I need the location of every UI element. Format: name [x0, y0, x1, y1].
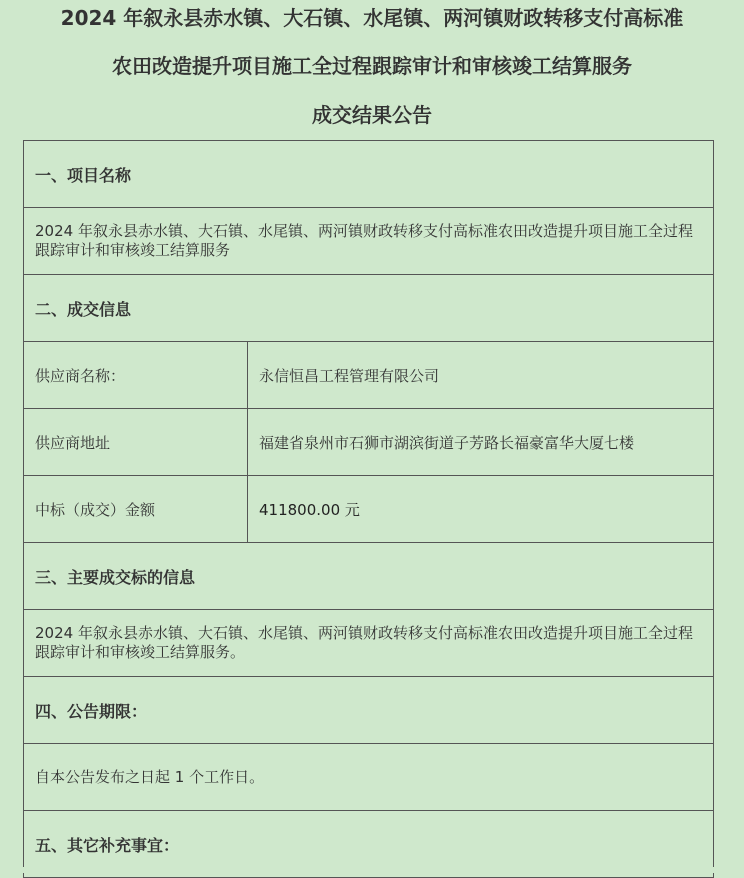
section-main-subject-heading — [24, 543, 714, 610]
section-heading: 四、公告期限： — [24, 677, 714, 744]
title-line-3: 成交结果公告 — [312, 103, 432, 127]
deal-amount-row — [24, 476, 714, 543]
section-notice-period-heading — [24, 677, 714, 744]
supplier-name-row — [24, 342, 714, 409]
section-deal-info-heading — [24, 275, 714, 342]
section-project-name-content — [24, 208, 714, 275]
supplier-address-label: 供应商地址 — [24, 409, 248, 476]
title-line-1: 2024 年叙永县赤水镇、大石镇、水尾镇、两河镇财政转移支付高标准 — [60, 6, 684, 30]
deal-amount-value: 411800.00 元 — [248, 476, 714, 543]
title-line-2: 农田改造提升项目施工全过程跟踪审计和审核竣工结算服务 — [112, 54, 632, 78]
section-main-subject-content — [24, 610, 714, 677]
section-notice-period-content — [24, 744, 714, 811]
section-heading: 一、项目名称 — [24, 141, 714, 208]
notice-period-text: 自本公告发布之日起 1 个工作日。 — [24, 744, 714, 811]
supplier-address-value: 福建省泉州市石狮市湖滨街道子芳路长福豪富华大厦七楼 — [248, 409, 714, 476]
supplier-address-row — [24, 409, 714, 476]
page-bottom-edge — [0, 867, 744, 873]
section-heading: 二、成交信息 — [24, 275, 714, 342]
announcement-table — [23, 140, 714, 878]
main-subject-text: 2024 年叙永县赤水镇、大石镇、水尾镇、两河镇财政转移支付高标准农田改造提升项目施工全过程跟踪审计和审核竣工结算服务。 — [24, 610, 714, 677]
section-project-name-heading — [24, 141, 714, 208]
project-name-text: 2024 年叙永县赤水镇、大石镇、水尾镇、两河镇财政转移支付高标准农田改造提升项目施工全过程跟踪审计和审核竣工结算服务 — [24, 208, 714, 275]
section-heading: 五、其它补充事宜： — [24, 811, 714, 878]
supplier-name-value: 永信恒昌工程管理有限公司 — [248, 342, 714, 409]
supplier-name-label: 供应商名称： — [24, 342, 248, 409]
deal-amount-label: 中标（成交）金额 — [24, 476, 248, 543]
section-heading: 三、主要成交标的信息 — [24, 543, 714, 610]
